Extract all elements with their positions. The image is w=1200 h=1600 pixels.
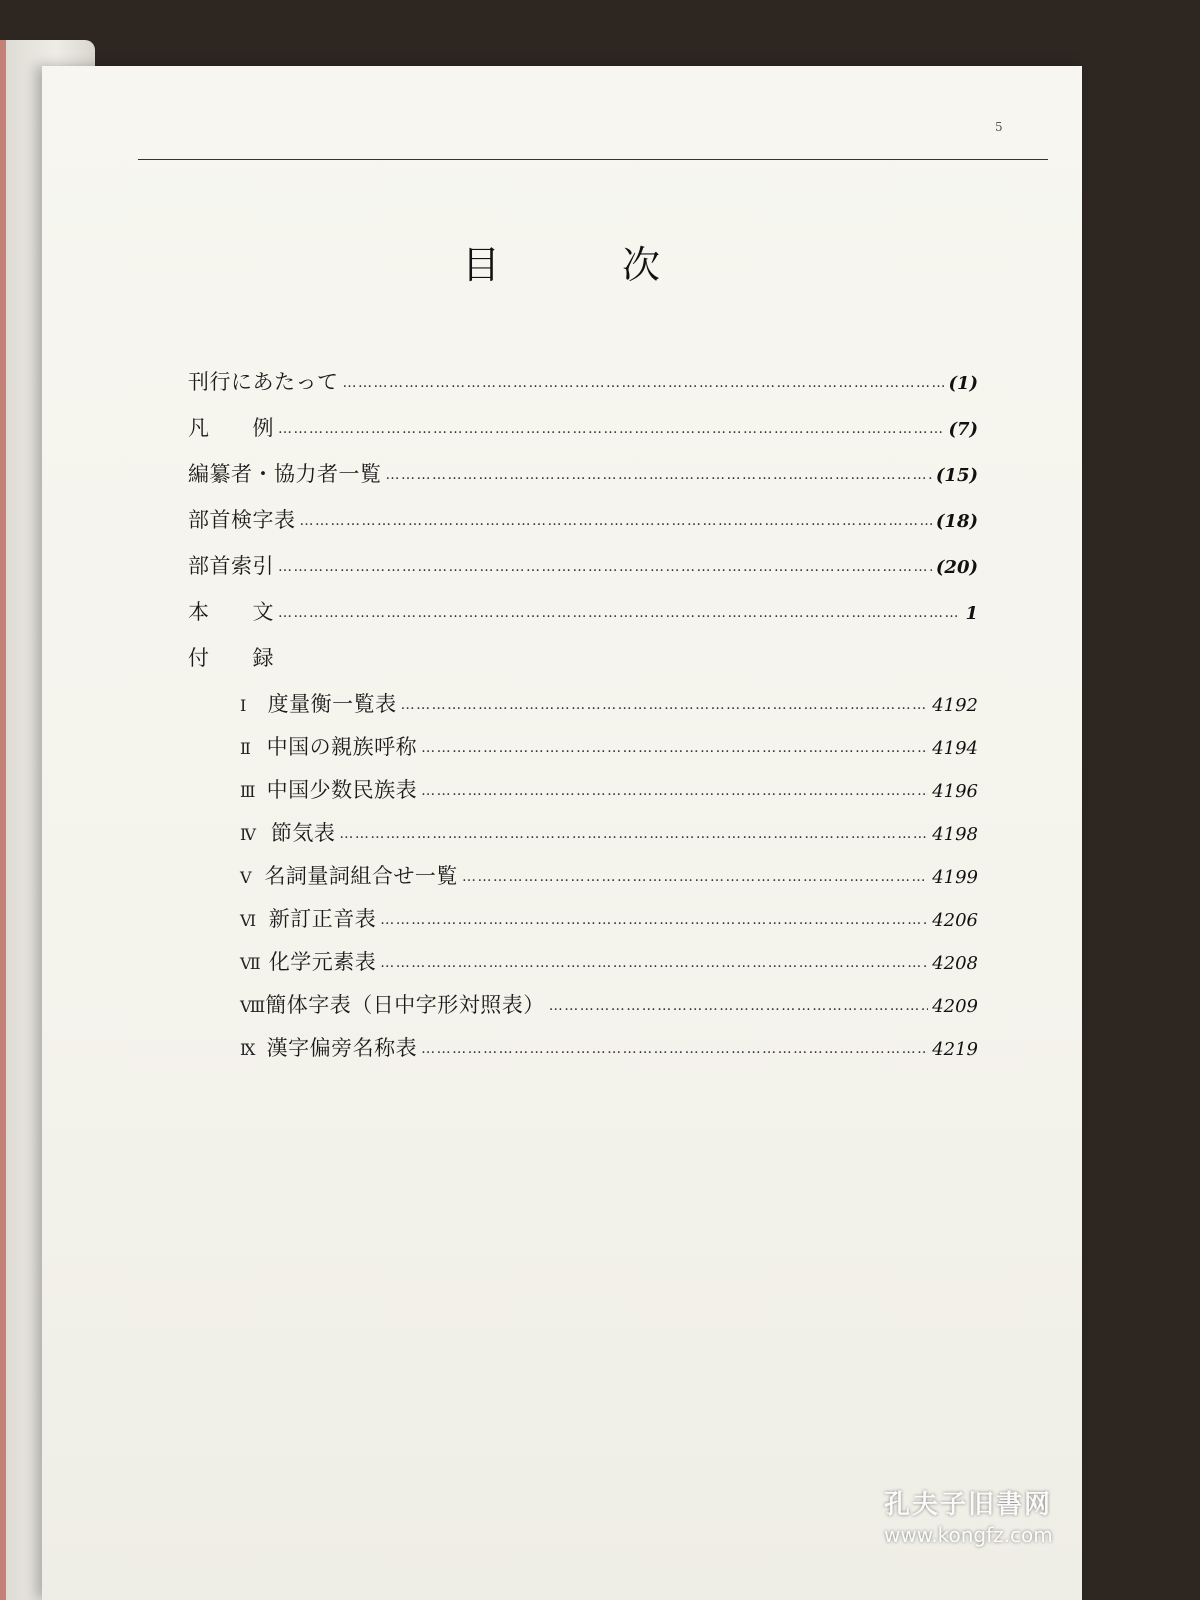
appendix-label: 漢字偏旁名称表 (266, 1036, 418, 1060)
book-page (42, 66, 1082, 1600)
toc-entry-label: 編纂者・協力者一覧 (188, 462, 382, 486)
appendix-number: Ⅸ (240, 1040, 256, 1059)
toc-entry-page: (1) (948, 373, 978, 394)
page-number: 5 (995, 120, 1003, 134)
leader-dots (300, 513, 932, 529)
leader-dots (380, 955, 928, 971)
page-edge-stain (0, 40, 6, 1600)
toc-entry[interactable] (188, 504, 978, 534)
toc-entry-label: 刊行にあたって (188, 370, 339, 394)
toc-entry-label: 本 文 (188, 600, 274, 624)
toc-entry[interactable] (188, 458, 978, 488)
appendix-entry[interactable] (240, 774, 978, 804)
leader-dots (278, 421, 944, 437)
appendix-label: 中国の親族呼称 (266, 735, 418, 759)
leader-dots (401, 697, 929, 713)
toc-entry-page: (7) (948, 419, 978, 440)
title-char-2: 次 (622, 243, 661, 287)
toc-entry-label: 凡 例 (188, 416, 274, 440)
toc-entry-page: (18) (935, 511, 978, 532)
appendix-number: Ⅵ (240, 911, 257, 930)
toc-entry[interactable] (188, 412, 978, 442)
watermark-logo-text: 孔夫子旧書网 (884, 1490, 1053, 1520)
appendix-label: 節気表 (270, 821, 336, 845)
appendix-number: Ⅳ (240, 825, 256, 844)
appendix-entry[interactable] (240, 1032, 978, 1062)
appendix-entry[interactable] (240, 989, 978, 1019)
appendix-label: 化学元素表 (268, 950, 377, 974)
appendix-entry[interactable] (240, 817, 978, 847)
appendix-page: 4209 (932, 996, 978, 1017)
appendix-entry[interactable] (240, 731, 978, 761)
appendix-entry[interactable] (240, 903, 978, 933)
appendix-page: 4199 (932, 867, 978, 888)
leader-dots (343, 375, 945, 391)
toc-entry-page: (20) (935, 557, 978, 578)
appendix-label: 名詞量詞組合せ一覧 (264, 864, 458, 888)
leader-dots (462, 869, 928, 885)
watermark-url: www.kongfz.com (884, 1523, 1053, 1547)
toc-entry-label: 付 録 (188, 646, 274, 670)
appendix-label: 度量衡一覧表 (267, 692, 397, 716)
appendix-label: 簡体字表（日中字形対照表） (265, 993, 545, 1017)
toc-entry-page: 1 (965, 603, 978, 624)
appendix-number: Ⅰ (240, 696, 247, 715)
appendix-page: 4196 (932, 781, 978, 802)
appendix-number: Ⅴ (240, 868, 252, 887)
appendix-entry[interactable] (240, 688, 978, 718)
appendix-entry[interactable] (240, 860, 978, 890)
appendix-page: 4208 (932, 953, 978, 974)
appendix-page: 4192 (932, 695, 978, 716)
appendix-label: 中国少数民族表 (266, 778, 418, 802)
appendix-number: Ⅶ (240, 954, 261, 973)
toc-entry-label: 部首検字表 (188, 508, 296, 532)
leader-dots (386, 467, 932, 483)
leader-dots (421, 740, 928, 756)
leader-dots (380, 912, 928, 928)
toc-entry-page: (15) (935, 465, 978, 486)
appendix-number: Ⅱ (240, 739, 251, 758)
leader-dots (278, 559, 932, 575)
leader-dots (421, 1041, 928, 1057)
appendix-entry[interactable] (240, 946, 978, 976)
appendix-page: 4219 (932, 1039, 978, 1060)
appendix-page: 4206 (932, 910, 978, 931)
toc-entry[interactable] (188, 366, 978, 396)
leader-dots (421, 783, 928, 799)
toc-entry[interactable] (188, 596, 978, 626)
appendix-number: Ⅲ (240, 782, 256, 801)
header-rule (138, 159, 1048, 160)
leader-dots (549, 998, 928, 1014)
site-watermark (884, 1484, 1184, 1547)
leader-dots (278, 605, 961, 621)
appendix-page: 4198 (932, 824, 978, 845)
toc-entry[interactable] (188, 550, 978, 580)
leader-dots (339, 826, 928, 842)
toc-entry-label: 部首索引 (188, 554, 274, 578)
appendix-number: Ⅷ (240, 997, 266, 1016)
toc-entry (188, 642, 274, 672)
appendix-page: 4194 (932, 738, 978, 759)
appendix-label: 新訂正音表 (268, 907, 377, 931)
title-char-1: 目 (462, 243, 501, 287)
